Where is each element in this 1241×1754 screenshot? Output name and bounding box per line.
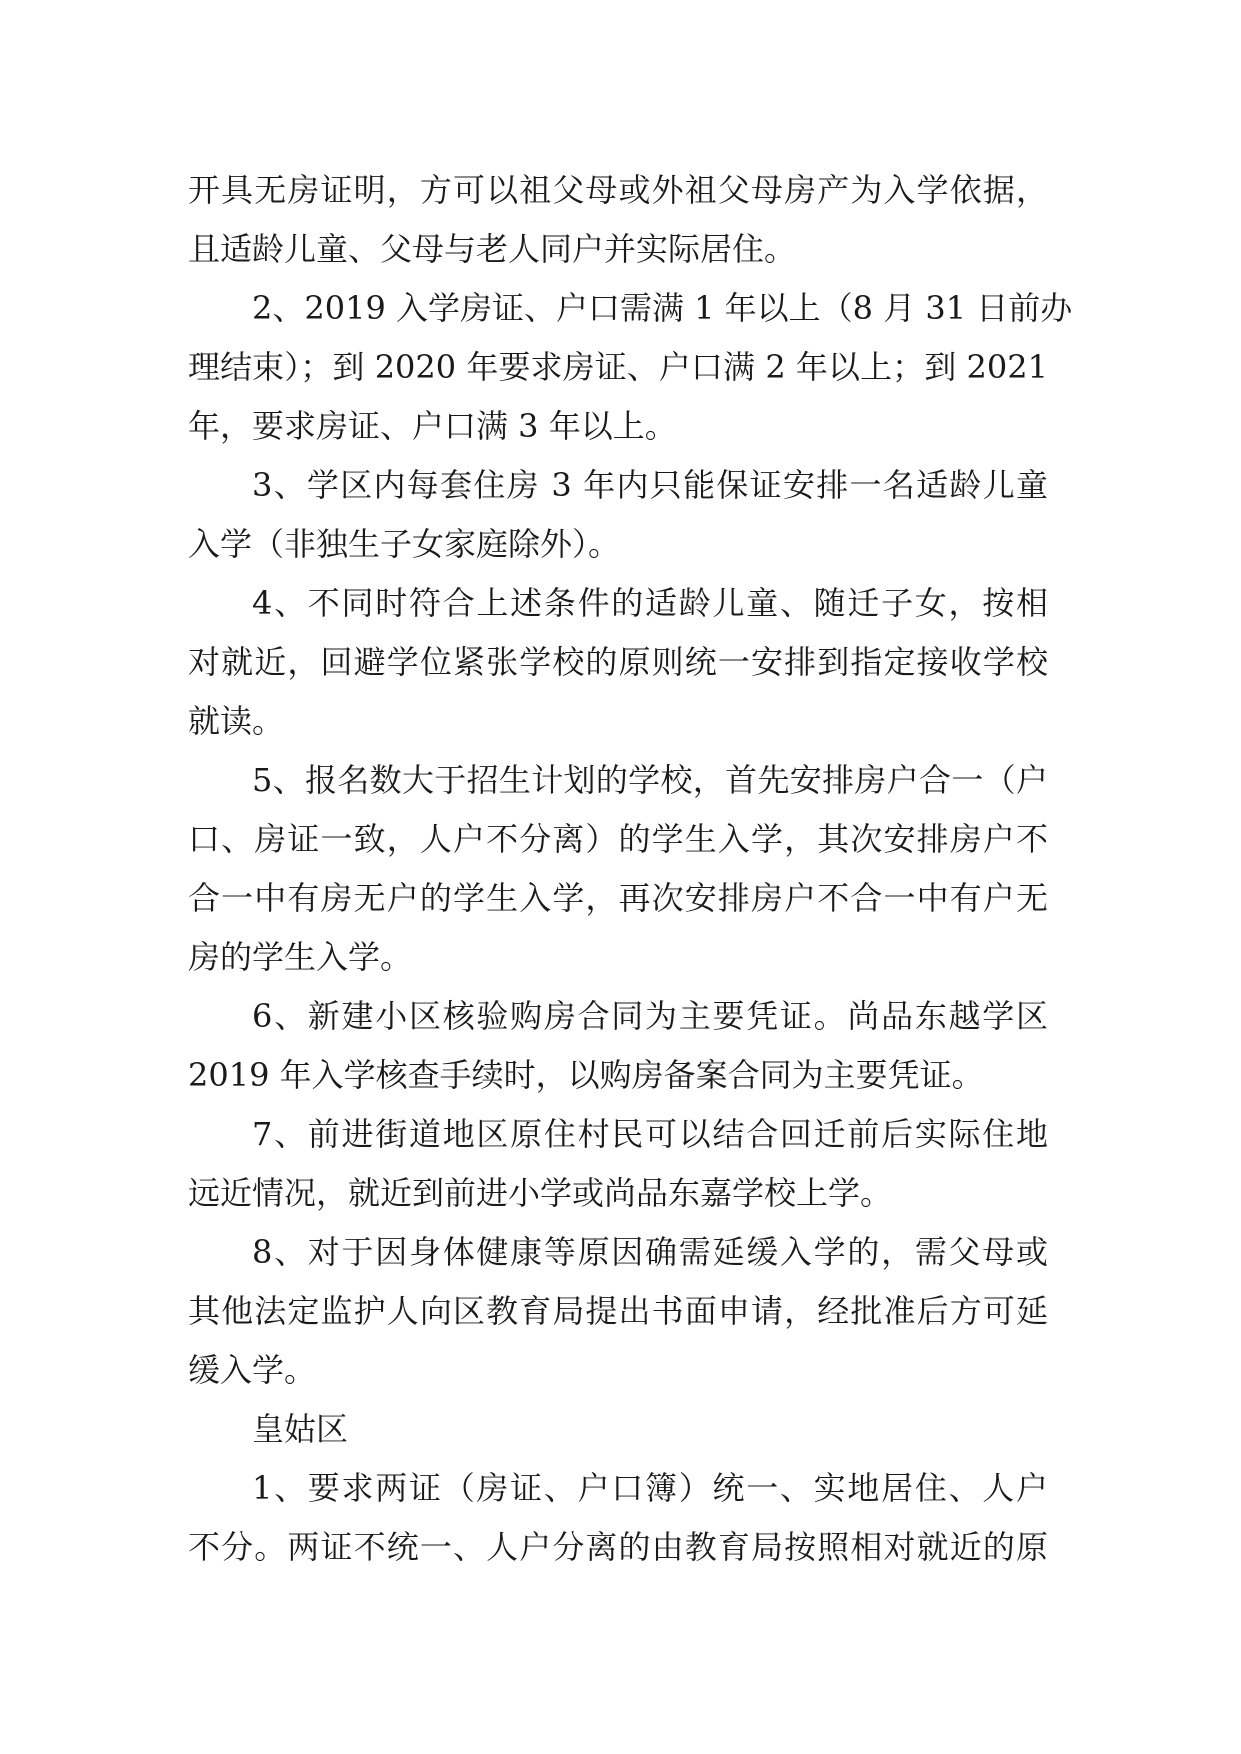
text-line-17: 7、前进街道地区原住村民可以结合回迁前后实际住地 — [252, 1115, 1048, 1153]
text-line-19: 8、对于因身体健康等原因确需延缓入学的，需父母或 — [252, 1233, 1048, 1271]
text-line-4: 理结束）；到 2020 年要求房证、户口满 2 年以上；到 2021 — [188, 348, 1048, 386]
text-line-13: 合一中有房无户的学生入学，再次安排房户不合一中有户无 — [188, 879, 1048, 917]
text-line-11: 5、报名数大于招生计划的学校，首先安排房户合一（户 — [252, 761, 1048, 799]
text-line-16: 2019 年入学核查手续时，以购房备案合同为主要凭证。 — [188, 1056, 984, 1094]
text-line-9: 对就近，回避学位紧张学校的原则统一安排到指定接收学校 — [188, 643, 1048, 681]
text-line-12: 口、房证一致，人户不分离）的学生入学，其次安排房户不 — [188, 820, 1048, 858]
text-line-18: 远近情况，就近到前进小学或尚品东嘉学校上学。 — [188, 1174, 893, 1212]
section-heading-huanggu: 皇姑区 — [252, 1410, 349, 1448]
text-line-8: 4、不同时符合上述条件的适龄儿童、随迁子女，按相 — [252, 584, 1048, 622]
text-line-10: 就读。 — [188, 702, 285, 740]
text-line-15: 6、新建小区核验购房合同为主要凭证。尚品东越学区 — [252, 997, 1048, 1035]
text-line-21: 缓入学。 — [188, 1351, 317, 1389]
text-line-7: 入学（非独生子女家庭除外）。 — [188, 525, 621, 563]
text-line-3: 2、2019 入学房证、户口需满 1 年以上（8 月 31 日前办 — [252, 289, 1073, 327]
text-line-6: 3、学区内每套住房 3 年内只能保证安排一名适龄儿童 — [252, 466, 1048, 504]
text-line-14: 房的学生入学。 — [188, 938, 413, 976]
text-line-2: 且适龄儿童、父母与老人同户并实际居住。 — [188, 230, 797, 268]
text-line-1: 开具无房证明，方可以祖父母或外祖父母房产为入学依据， — [188, 171, 1048, 209]
text-line-5: 年，要求房证、户口满 3 年以上。 — [188, 407, 677, 445]
text-line-20: 其他法定监护人向区教育局提出书面申请，经批准后方可延 — [188, 1292, 1048, 1330]
text-line-23: 1、要求两证（房证、户口簿）统一、实地居住、人户 — [252, 1469, 1048, 1507]
text-line-24: 不分。两证不统一、人户分离的由教育局按照相对就近的原 — [188, 1528, 1048, 1566]
